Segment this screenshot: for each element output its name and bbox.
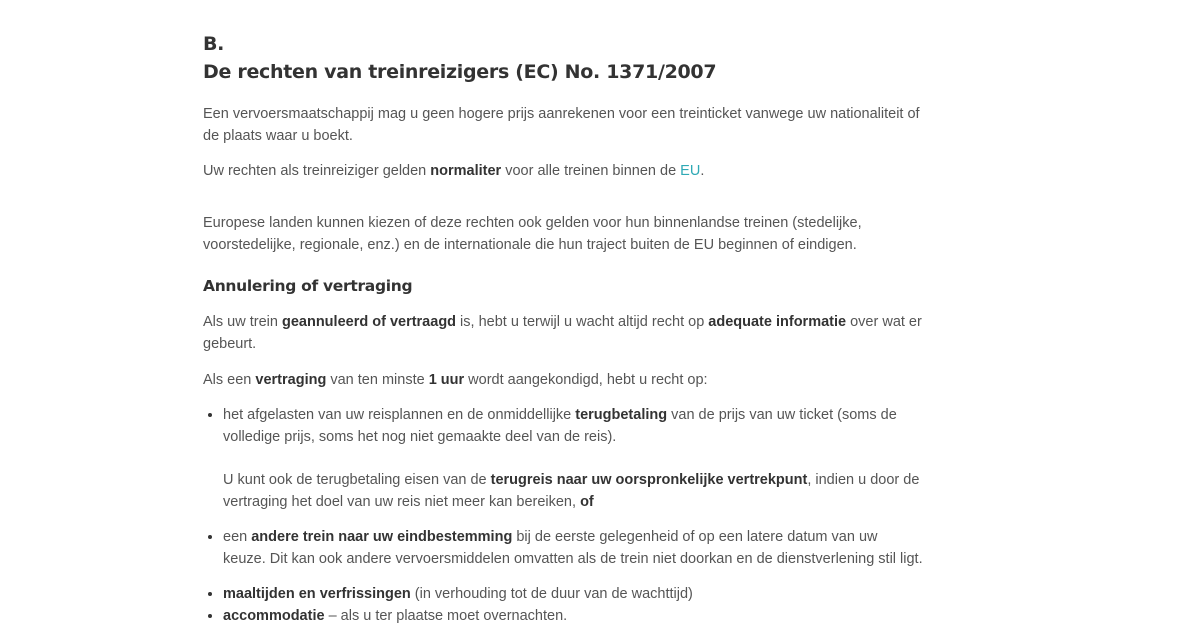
section-paragraph-1: Als uw trein geannuleerd of vertraagd is, hebt u terwijl u wacht altijd recht op adequate informatie over wat er gebeurt. bbox=[203, 314, 922, 352]
section-letter: B. bbox=[203, 33, 225, 55]
article-content bbox=[203, 30, 923, 627]
section-heading: Annulering of vertraging bbox=[203, 277, 413, 295]
page-title bbox=[203, 30, 923, 86]
list-item: • het afgelasten van uw reisplannen en de onmiddellijke terugbetaling van de prijs van uw ticket (soms de volledige prijs, soms het nog niet gemaakte deel van de reis). U kunt ook de terugbetaling eisen van de terugreis naar uw oorspronkelijke vertrekpunt, indien u door de vertraging het doel van uw reis niet meer kan bereiken, of bbox=[223, 404, 923, 513]
title-text: De rechten van treinreizigers (EC) No. 1371/2007 bbox=[203, 61, 717, 83]
rights-list bbox=[203, 404, 923, 627]
list-item: • een andere trein naar uw eindbestemming bij de eerste gelegenheid of op een latere datum van uw keuze. Dit kan ook andere vervoersmiddelen omvatten als de trein niet doorkan en de dienstverlening stil ligt. bbox=[223, 526, 923, 570]
eu-link[interactable]: EU bbox=[680, 163, 701, 179]
list-item: • accommodatie – als u ter plaatse moet overnachten. bbox=[223, 605, 923, 627]
list-item: • maaltijden en verfrissingen (in verhouding tot de duur van de wachttijd) bbox=[223, 583, 923, 605]
intro-paragraph-3: Europese landen kunnen kiezen of deze rechten ook gelden voor hun binnenlandse treinen (stedelijke, voorstedelijke, regionale, enz.) en de internationale die hun traject buiten de EU beginnen of eindigen. bbox=[203, 215, 862, 253]
list-item-subparagraph: U kunt ook de terugbetaling eisen van de terugreis naar uw oorspronkelijke vertrekpunt, indien u door de vertraging het doel van uw reis niet meer kan bereiken, of bbox=[223, 472, 920, 510]
intro-paragraph-2: Uw rechten als treinreiziger gelden normaliter voor alle treinen binnen de EU. bbox=[203, 163, 705, 179]
intro-paragraph-1: Een vervoersmaatschappij mag u geen hogere prijs aanrekenen voor een treinticket vanwege uw nationaliteit of de plaats waar u boekt. bbox=[203, 106, 920, 144]
section-paragraph-2: Als een vertraging van ten minste 1 uur wordt aangekondigd, hebt u recht op: bbox=[203, 372, 708, 388]
